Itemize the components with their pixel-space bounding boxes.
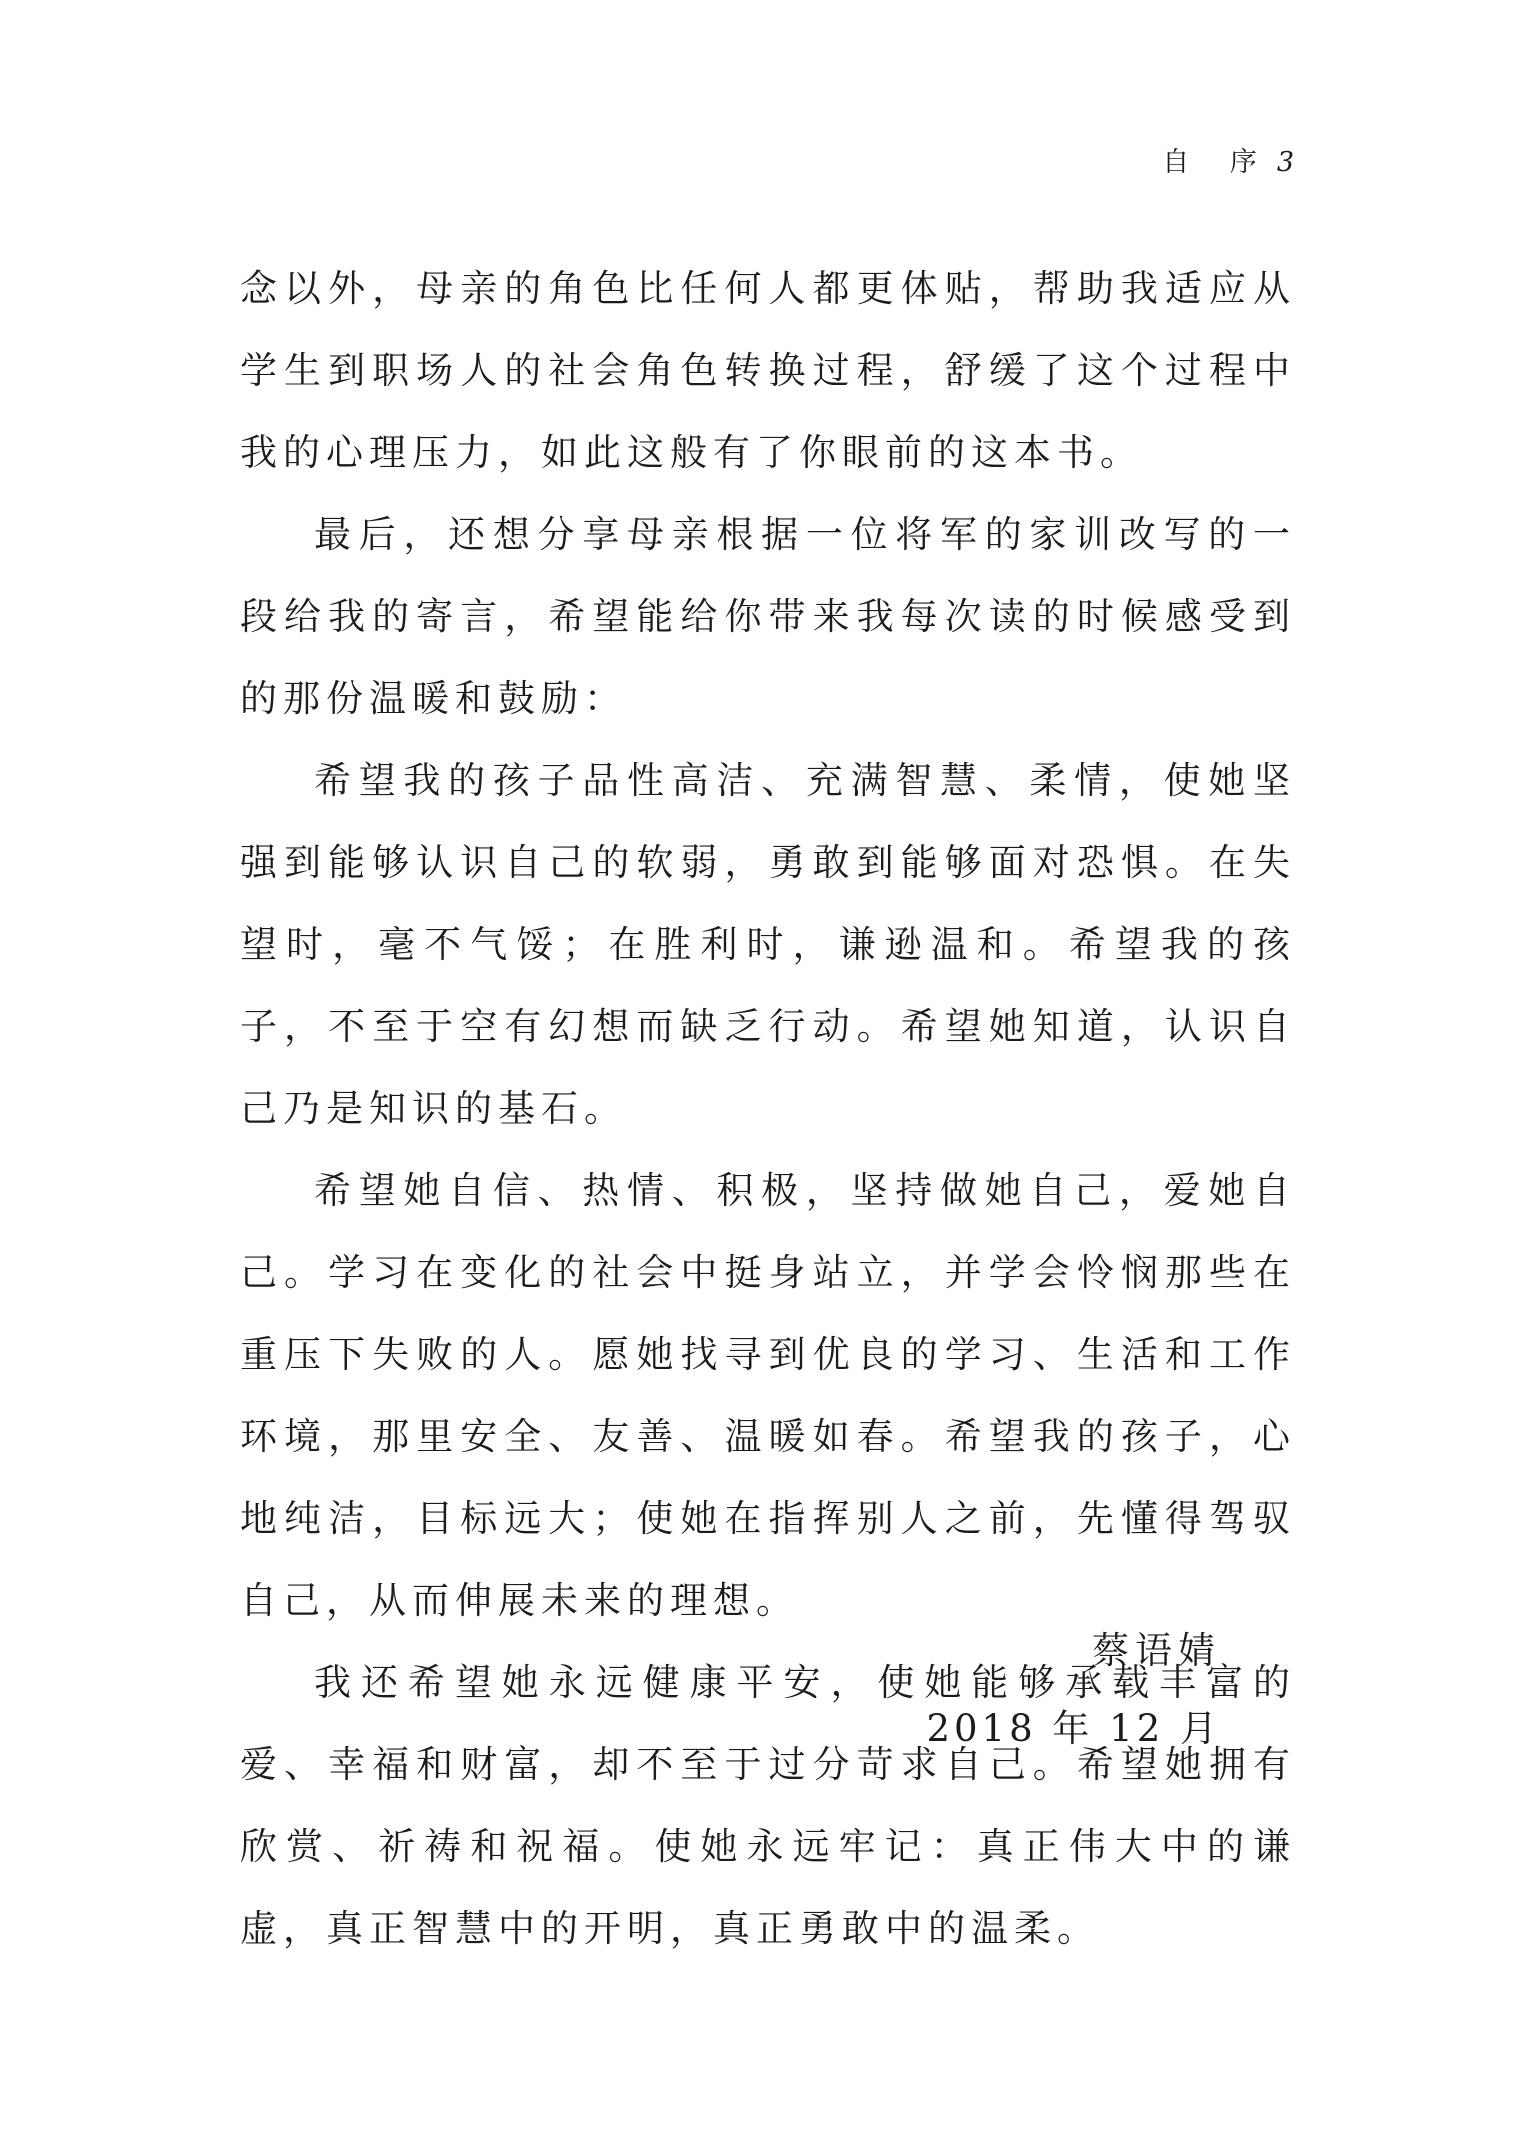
author-signature: 蔡语婧 [1092,1629,1221,1672]
paragraph: 希望她自信、热情、积极，坚持做她自己，爱她自己。学习在变化的社会中挺身站立，并学会怜悯那些在重压下失败的人。愿她找寻到优良的学习、生活和工作环境，那里安全、友善、温暖如春。希望我的孩子，心地纯洁，目标远大；使她在指挥别人之前，先懂得驾驭自己，从而伸展未来的理想。 [240,1169,1296,1622]
paragraph: 念以外，母亲的角色比任何人都更体贴，帮助我适应从学生到职场人的社会角色转换过程，舒缓了这个过程中我的心理压力，如此这般有了你眼前的这本书。 [240,267,1296,474]
paragraph: 我还希望她永远健康平安，使她能够承载丰富的爱、幸福和财富，却不至于过分苛求自己。希望她拥有欣赏、祈祷和祝福。使她永远牢记：真正伟大中的谦虚，真正智慧中的开明，真正勇敢中的温柔。 [240,1661,1296,1950]
paragraph: 希望我的孩子品性高洁、充满智慧、柔情，使她坚强到能够认识自己的软弱，勇敢到能够面对恐惧。在失望时，毫不气馁；在胜利时，谦逊温和。希望我的孩子，不至于空有幻想而缺乏行动。希望她知道，认识自己乃是知识的基石。 [240,759,1296,1130]
chapter-title: 自 序 [1162,147,1273,178]
signature-date: 2018 年 12 月 [926,1707,1221,1750]
paragraph: 最后，还想分享母亲根据一位将军的家训改写的一段给我的寄言，希望能给你带来我每次读的时候感受到的那份温暖和鼓励： [240,513,1296,720]
page-number: 3 [1276,147,1296,178]
running-header [1162,140,1296,179]
